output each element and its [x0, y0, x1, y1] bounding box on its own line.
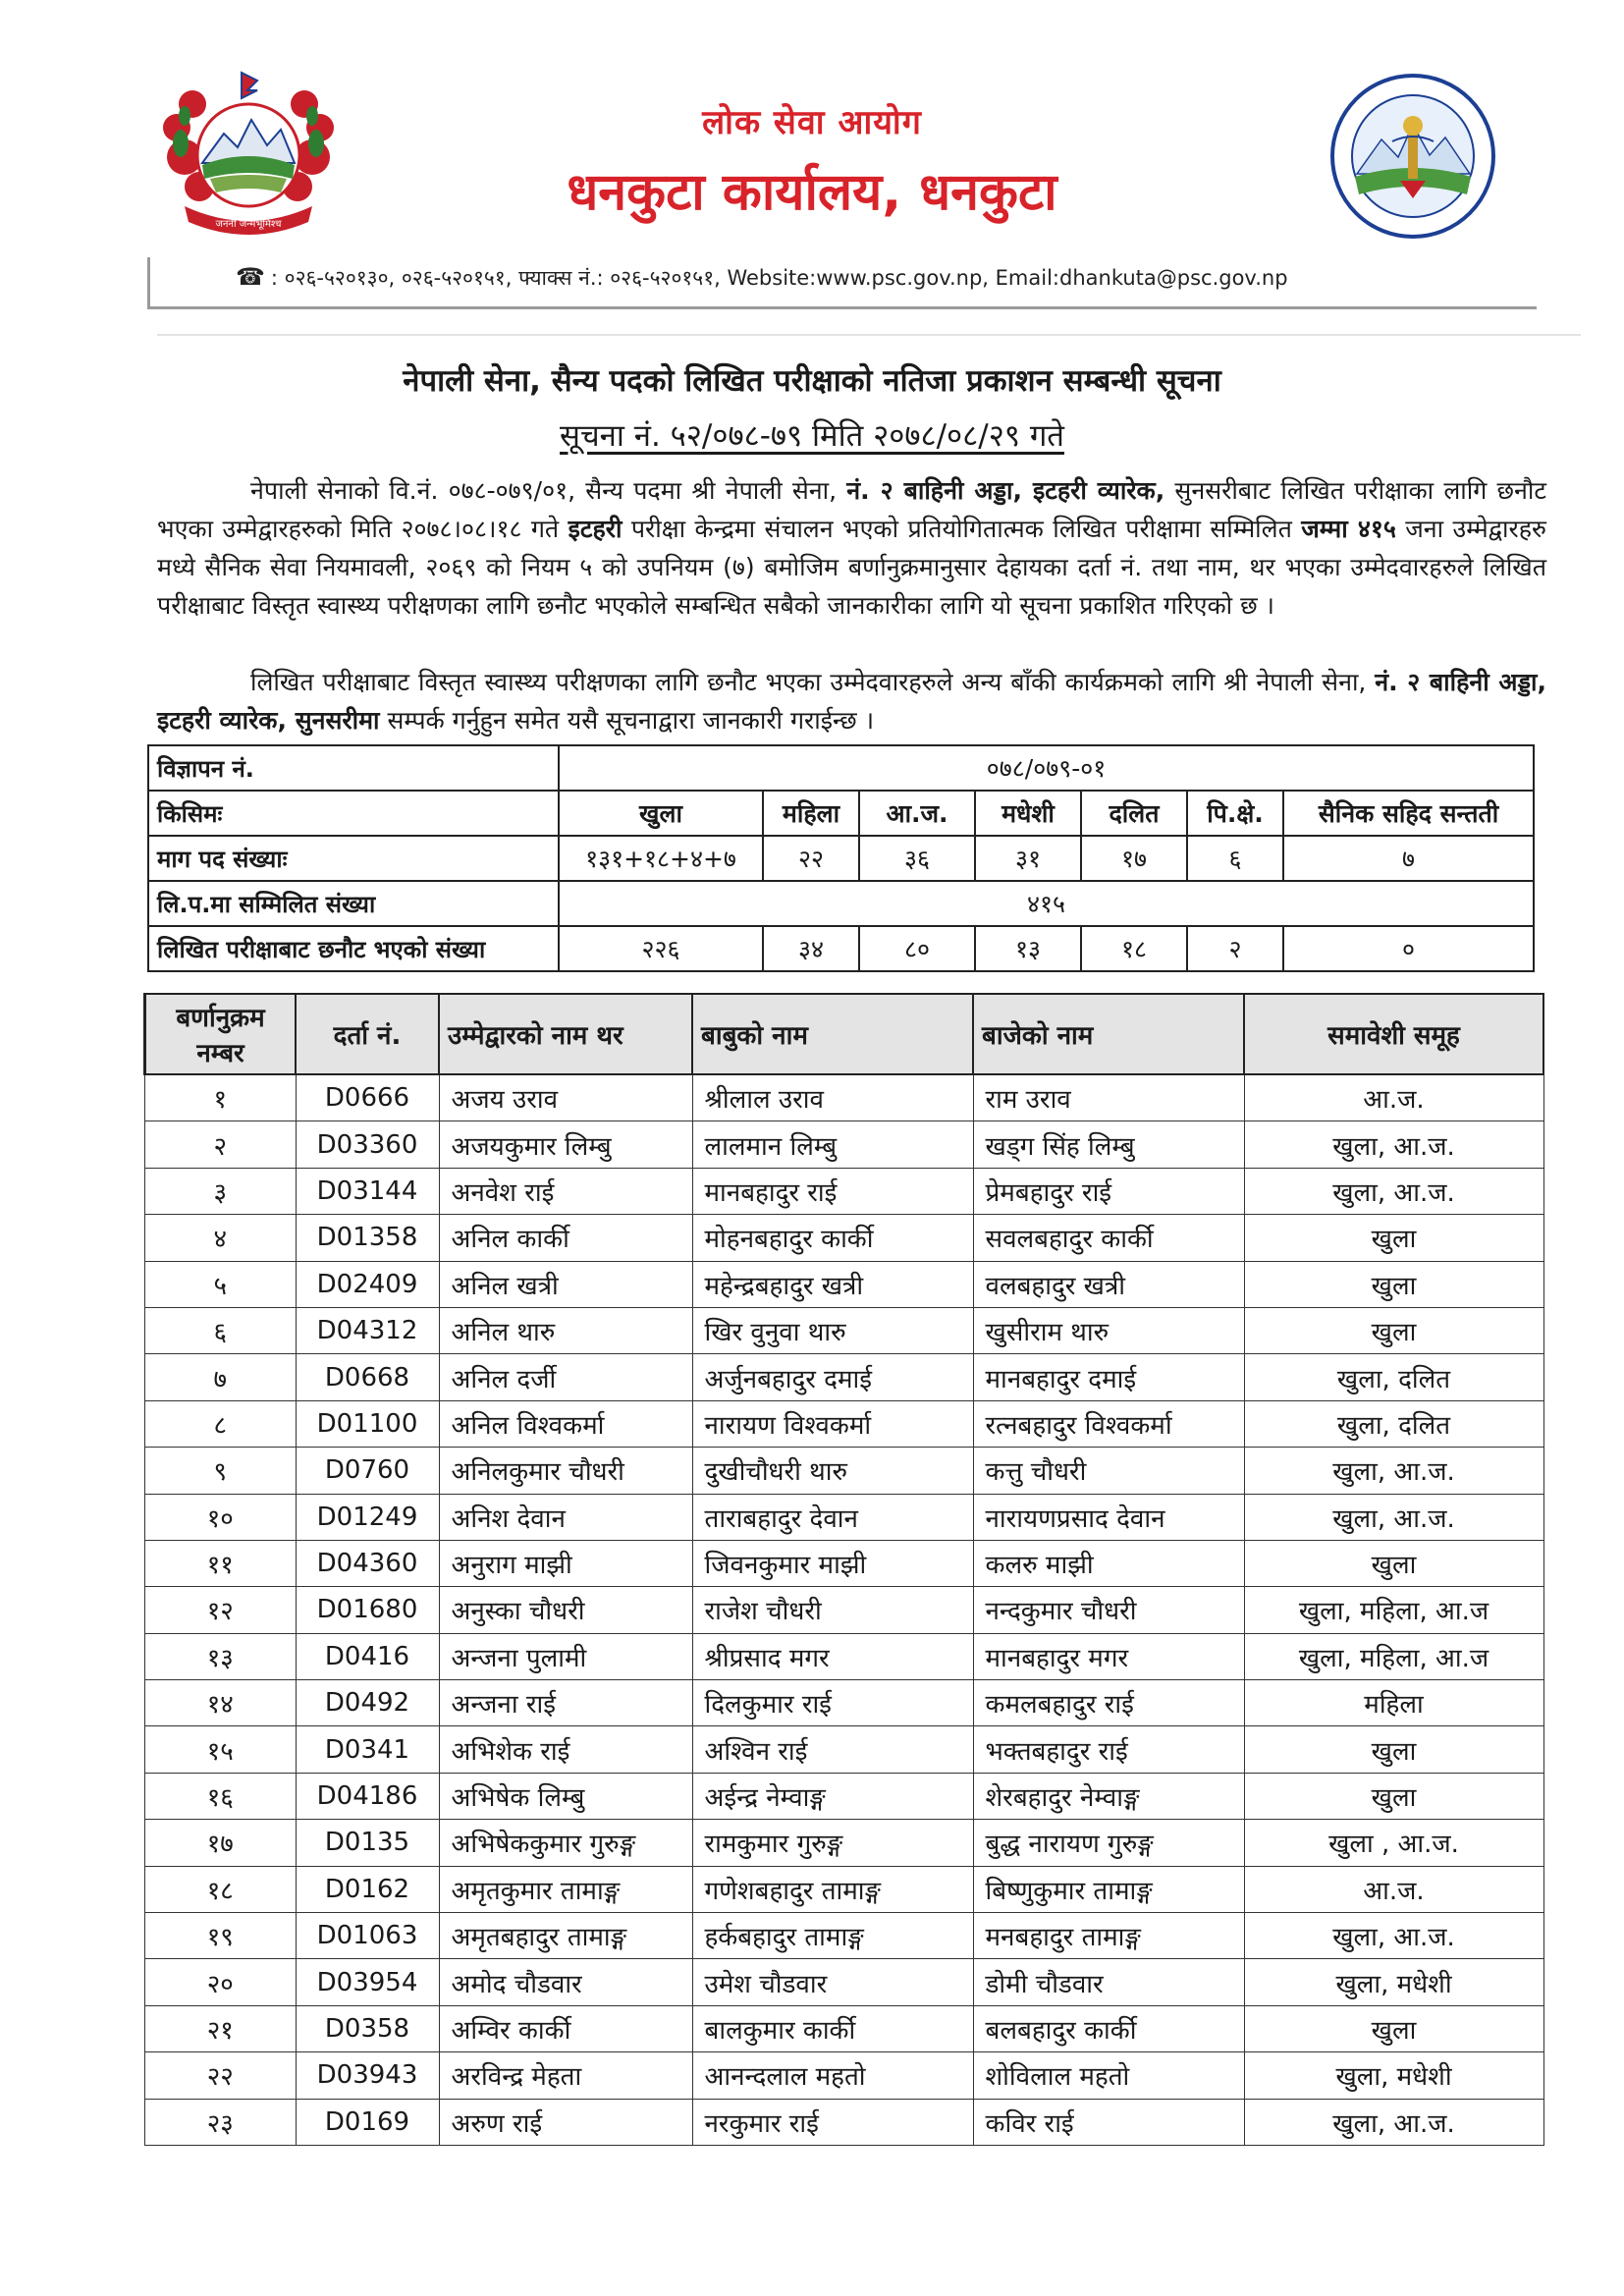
table-row: [145, 1773, 1544, 1819]
category-cell: आ.ज.: [859, 791, 975, 836]
grandfather-name: मनबहादुर तामाङ्ग: [973, 1913, 1244, 1959]
results-header-row: [145, 994, 1544, 1074]
grandfather-name: बुद्ध नारायण गुरुङ्ग: [973, 1820, 1244, 1866]
registration-number: D0135: [296, 1820, 439, 1866]
father-name: बालकुमार कार्की: [692, 2005, 973, 2051]
registration-number: D0169: [296, 2099, 439, 2145]
grandfather-name: नन्दकुमार चौधरी: [973, 1587, 1244, 1633]
registration-number: D0416: [296, 1633, 439, 1679]
candidate-name: अन्जना पुलामी: [439, 1633, 692, 1679]
selected-cell: ३४: [763, 926, 859, 971]
notice-paragraph-1: [157, 471, 1546, 625]
registration-number: D03360: [296, 1121, 439, 1168]
table-row: [145, 1633, 1544, 1679]
grandfather-name: राम उराव: [973, 1074, 1244, 1121]
category-cell: पि.क्षे.: [1187, 791, 1283, 836]
demand-cell: १७: [1081, 836, 1187, 881]
p2-text: सम्पर्क गर्नुहुन समेत यसै सूचनाद्वारा जानकारी गराईन्छ ।: [379, 706, 875, 735]
table-row: [145, 2099, 1544, 2145]
serial-number: ७: [145, 1354, 297, 1400]
table-row: [145, 1820, 1544, 1866]
table-row: [145, 1215, 1544, 1261]
serial-number: २१: [145, 2005, 297, 2051]
selected-cell: २२६: [559, 926, 763, 971]
father-name: महेन्द्रबहादुर खत्री: [692, 1261, 973, 1307]
demand-label: माग पद संख्याः: [148, 836, 559, 881]
candidate-name: अनुराग माझी: [439, 1540, 692, 1586]
table-row: [145, 1121, 1544, 1168]
grandfather-name: कलरु माझी: [973, 1540, 1244, 1586]
table-row: [145, 1448, 1544, 1494]
selected-label: लिखित परीक्षाबाट छनौट भएको संख्या: [148, 926, 559, 971]
table-row: [145, 1587, 1544, 1633]
father-name: अर्जुनबहादुर दमाई: [692, 1354, 973, 1400]
grandfather-name: कमलबहादुर राई: [973, 1680, 1244, 1726]
registration-number: D01249: [296, 1494, 439, 1540]
registration-number: D0666: [296, 1074, 439, 1121]
p2-text: लिखित परीक्षाबाट विस्तृत स्वास्थ्य परीक्षणका लागि छनौट भएका उम्मेदवारहरुले अन्य बाँकी कार्यक्रमको लागि श्री नेपाली सेना,: [250, 668, 1376, 696]
grandfather-name: बिष्णुकुमार तामाङ्ग: [973, 1866, 1244, 1912]
demand-cell: ३६: [859, 836, 975, 881]
grandfather-name: कत्तु चौधरी: [973, 1448, 1244, 1494]
candidate-name: अभिषेककुमार गुरुङ्ग: [439, 1820, 692, 1866]
table-row: [145, 1680, 1544, 1726]
table-row: [145, 1866, 1544, 1912]
serial-number: १४: [145, 1680, 297, 1726]
registration-number: D03144: [296, 1168, 439, 1214]
svg-text:जननी जन्मभूमिश्च: जननी जन्मभूमिश्च: [215, 219, 282, 230]
p1-emphasis-center: इटहरी: [568, 515, 623, 543]
registration-number: D01680: [296, 1587, 439, 1633]
demand-cell: ७: [1283, 836, 1534, 881]
candidate-name: अभिषेक लिम्बु: [439, 1773, 692, 1819]
inclusion-group: खुला, मधेशी: [1244, 2052, 1543, 2099]
serial-number: ६: [145, 1307, 297, 1353]
serial-number: १९: [145, 1913, 297, 1959]
father-name: मानबहादुर राई: [692, 1168, 973, 1214]
phone-icon: ☎: [236, 263, 265, 291]
candidate-name: अजयकुमार लिम्बु: [439, 1121, 692, 1168]
col-serial-header: बर्णानुक्रम नम्बर: [145, 994, 297, 1074]
candidate-name: अजय उराव: [439, 1074, 692, 1121]
table-row: [145, 2005, 1544, 2051]
inclusion-group: खुला, आ.ज.: [1244, 1448, 1543, 1494]
father-name: ताराबहादुर देवान: [692, 1494, 973, 1540]
father-name: नारायण विश्वकर्मा: [692, 1400, 973, 1447]
father-name: अईन्द्र नेम्वाङ्ग: [692, 1773, 973, 1819]
header-divider: [147, 306, 1537, 309]
inclusion-group: खुला: [1244, 1726, 1543, 1773]
serial-number: १८: [145, 1866, 297, 1912]
summary-row-ad: [148, 745, 1534, 791]
father-name: दिलकुमार राई: [692, 1680, 973, 1726]
organization-name: लोक सेवा आयोग: [702, 103, 922, 142]
candidate-name: अमृतबहादुर तामाङ्ग: [439, 1913, 692, 1959]
results-table: [143, 993, 1544, 2146]
table-row: [145, 1913, 1544, 1959]
contact-line: [236, 263, 1288, 292]
registration-number: D04312: [296, 1307, 439, 1353]
father-name: लालमान लिम्बु: [692, 1121, 973, 1168]
serial-number: २२: [145, 2052, 297, 2099]
p1-text: परीक्षा केन्द्रमा संचालन भएको प्रतियोगितात्मक लिखित परीक्षामा सम्मिलित: [622, 515, 1302, 543]
inclusion-group: खुला, मधेशी: [1244, 1959, 1543, 2005]
grandfather-name: कविर राई: [973, 2099, 1244, 2145]
candidate-name: अभिशेक राई: [439, 1726, 692, 1773]
psc-logo-icon: [1327, 71, 1499, 243]
notice-paragraph-2: [157, 663, 1546, 739]
ad-value: ०७८/०७९-०१: [559, 745, 1534, 791]
registration-number: D04360: [296, 1540, 439, 1586]
table-row: [145, 1307, 1544, 1353]
selected-cell: ८०: [859, 926, 975, 971]
registration-number: D0668: [296, 1354, 439, 1400]
header-divider-left: [147, 257, 150, 309]
col-father-header: बाबुको नाम: [692, 994, 973, 1074]
candidate-name: अम्विर कार्की: [439, 2005, 692, 2051]
demand-cell: २२: [763, 836, 859, 881]
serial-number: ११: [145, 1540, 297, 1586]
inclusion-group: महिला: [1244, 1680, 1543, 1726]
grandfather-name: शोविलाल महतो: [973, 2052, 1244, 2099]
appeared-value: ४१५: [559, 881, 1534, 926]
selected-cell: ०: [1283, 926, 1534, 971]
inclusion-group: खुला: [1244, 1215, 1543, 1261]
grandfather-name: डोमी चौडवार: [973, 1959, 1244, 2005]
candidate-name: अनिल कार्की: [439, 1215, 692, 1261]
table-row: [145, 1726, 1544, 1773]
serial-number: ९: [145, 1448, 297, 1494]
grandfather-name: शेरबहादुर नेम्वाङ्ग: [973, 1773, 1244, 1819]
father-name: मोहनबहादुर कार्की: [692, 1215, 973, 1261]
father-name: खिर वुनुवा थारु: [692, 1307, 973, 1353]
registration-number: D0358: [296, 2005, 439, 2051]
grandfather-name: खुसीराम थारु: [973, 1307, 1244, 1353]
category-cell: मधेशी: [975, 791, 1081, 836]
serial-number: १२: [145, 1587, 297, 1633]
father-name: आनन्दलाल महतो: [692, 2052, 973, 2099]
candidate-name: अमोद चौडवार: [439, 1959, 692, 2005]
inclusion-group: खुला: [1244, 1307, 1543, 1353]
candidate-name: अरुण राई: [439, 2099, 692, 2145]
serial-number: ५: [145, 1261, 297, 1307]
registration-number: D0162: [296, 1866, 439, 1912]
inclusion-group: खुला, दलित: [1244, 1354, 1543, 1400]
category-cell: दलित: [1081, 791, 1187, 836]
inclusion-group: खुला , आ.ज.: [1244, 1820, 1543, 1866]
registration-number: D03954: [296, 1959, 439, 2005]
p1-emphasis-unit: नं. २ बाहिनी अड्डा, इटहरी व्यारेक,: [846, 476, 1165, 505]
inclusion-group: खुला, महिला, आ.ज: [1244, 1633, 1543, 1679]
selected-cell: १३: [975, 926, 1081, 971]
registration-number: D01358: [296, 1215, 439, 1261]
p2-emphasis-unit: नं. २ बाहिनी अड्डा, इटहरी व्यारेक, सुनसरीमा: [157, 668, 1546, 735]
table-row: [145, 1494, 1544, 1540]
table-row: [145, 1959, 1544, 2005]
header-shadow-line: [157, 334, 1581, 336]
candidate-name: अनिश देवान: [439, 1494, 692, 1540]
inclusion-group: खुला: [1244, 1261, 1543, 1307]
results-body: [145, 1074, 1544, 2145]
grandfather-name: मानबहादुर दमाई: [973, 1354, 1244, 1400]
grandfather-name: रत्नबहादुर विश्वकर्मा: [973, 1400, 1244, 1447]
table-row: [145, 1261, 1544, 1307]
serial-number: ८: [145, 1400, 297, 1447]
table-row: [145, 2052, 1544, 2099]
grandfather-name: सवलबहादुर कार्की: [973, 1215, 1244, 1261]
summary-table: [147, 744, 1535, 972]
notice-title: नेपाली सेना, सैन्य पदको लिखित परीक्षाको नतिजा प्रकाशन सम्बन्धी सूचना: [403, 363, 1221, 399]
summary-row-appeared: [148, 881, 1534, 926]
registration-number: D01063: [296, 1913, 439, 1959]
grandfather-name: वलबहादुर खत्री: [973, 1261, 1244, 1307]
serial-number: २: [145, 1121, 297, 1168]
serial-number: १५: [145, 1726, 297, 1773]
father-name: राजेश चौधरी: [692, 1587, 973, 1633]
office-name: धनकुटा कार्यालय, धनकुटा: [567, 163, 1057, 222]
table-row: [145, 1540, 1544, 1586]
father-name: गणेशबहादुर तामाङ्ग: [692, 1866, 973, 1912]
col-grandfather-header: बाजेको नाम: [973, 994, 1244, 1074]
grandfather-name: बलबहादुर कार्की: [973, 2005, 1244, 2051]
inclusion-group: आ.ज.: [1244, 1074, 1543, 1121]
grandfather-name: खड्ग सिंह लिम्बु: [973, 1121, 1244, 1168]
serial-number: १६: [145, 1773, 297, 1819]
candidate-name: अनिलकुमार चौधरी: [439, 1448, 692, 1494]
p1-text: जना उम्मेद्वारहरु मध्ये सैनिक सेवा नियमावली, २०६९ को नियम ५ को उपनियम (७) बमोजिम बर्णानुक्रमानुसार देहायका दर्ता नं. तथा नाम, थर भएका उम्मेदवारहरुले लिखित परीक्षाबाट विस्तृत स्वास्थ्य परीक्षणका लागि छनौट भएकोले सम्बन्धित सबैको जानकारीका लागि यो सूचना प्रकाशित गरिएको छ ।: [157, 515, 1546, 620]
inclusion-group: खुला, आ.ज.: [1244, 1494, 1543, 1540]
father-name: श्रीप्रसाद मगर: [692, 1633, 973, 1679]
registration-number: D04186: [296, 1773, 439, 1819]
category-cell: खुला: [559, 791, 763, 836]
p1-text: नेपाली सेनाको वि.नं. ०७८-०७९/०१, सैन्य पदमा श्री नेपाली सेना,: [250, 476, 847, 505]
candidate-name: अमृतकुमार तामाङ्ग: [439, 1866, 692, 1912]
serial-number: १३: [145, 1633, 297, 1679]
candidate-name: अनिल थारु: [439, 1307, 692, 1353]
p1-text: सुनसरीबाट लिखित परीक्षाका लागि छनौट भएका उम्मेद्वारहरुको मिति २०७८।०८।१८ गते: [157, 476, 1546, 543]
table-row: [145, 1354, 1544, 1400]
serial-number: १०: [145, 1494, 297, 1540]
type-label: किसिमः: [148, 791, 559, 836]
contact-details: : ०२६-५२०१३०, ०२६-५२०१५१, फ्याक्स नं.: ०२६-५२०१५१, Website:www.psc.gov.np, Email:dhankuta@psc.gov.np: [270, 266, 1288, 290]
father-name: हर्कबहादुर तामाङ्ग: [692, 1913, 973, 1959]
registration-number: D02409: [296, 1261, 439, 1307]
candidate-name: अन्जना राई: [439, 1680, 692, 1726]
candidate-name: अनिल दर्जी: [439, 1354, 692, 1400]
grandfather-name: भक्तबहादुर राई: [973, 1726, 1244, 1773]
registration-number: D0760: [296, 1448, 439, 1494]
registration-number: D0341: [296, 1726, 439, 1773]
notice-number: सूचना नं. ५२/०७८-७९ मिति २०७८/०८/२९ गते: [560, 418, 1064, 454]
father-name: दुखीचौधरी थारु: [692, 1448, 973, 1494]
registration-number: D01100: [296, 1400, 439, 1447]
summary-row-demand: [148, 836, 1534, 881]
inclusion-group: खुला: [1244, 1773, 1543, 1819]
appeared-label: लि.प.मा सम्मिलित संख्या: [148, 881, 559, 926]
table-row: [145, 1400, 1544, 1447]
col-reg-header: दर्ता नं.: [296, 994, 439, 1074]
inclusion-group: खुला, दलित: [1244, 1400, 1543, 1447]
father-name: उमेश चौडवार: [692, 1959, 973, 2005]
serial-number: २३: [145, 2099, 297, 2145]
grandfather-name: नारायणप्रसाद देवान: [973, 1494, 1244, 1540]
serial-number: ४: [145, 1215, 297, 1261]
registration-number: D03943: [296, 2052, 439, 2099]
serial-number: २०: [145, 1959, 297, 2005]
ad-label: विज्ञापन नं.: [148, 745, 559, 791]
summary-row-categories: [148, 791, 1534, 836]
selected-cell: १८: [1081, 926, 1187, 971]
grandfather-name: प्रेमबहादुर राई: [973, 1168, 1244, 1214]
father-name: अश्विन राई: [692, 1726, 973, 1773]
father-name: नरकुमार राई: [692, 2099, 973, 2145]
father-name: श्रीलाल उराव: [692, 1074, 973, 1121]
selected-cell: २: [1187, 926, 1283, 971]
father-name: रामकुमार गुरुङ्ग: [692, 1820, 973, 1866]
father-name: जिवनकुमार माझी: [692, 1540, 973, 1586]
category-cell: महिला: [763, 791, 859, 836]
inclusion-group: खुला, महिला, आ.ज: [1244, 1587, 1543, 1633]
candidate-name: अनुस्का चौधरी: [439, 1587, 692, 1633]
candidate-name: अनवेश राई: [439, 1168, 692, 1214]
demand-cell: ३१: [975, 836, 1081, 881]
table-row: [145, 1074, 1544, 1121]
col-candidate-header: उम्मेद्वारको नाम थर: [439, 994, 692, 1074]
candidate-name: अरविन्द्र मेहता: [439, 2052, 692, 2099]
p1-emphasis-total: जम्मा ४१५: [1301, 515, 1396, 543]
table-row: [145, 1168, 1544, 1214]
inclusion-group: खुला: [1244, 1540, 1543, 1586]
serial-number: ३: [145, 1168, 297, 1214]
demand-cell: १३१+१८+४+७: [559, 836, 763, 881]
candidate-name: अनिल विश्वकर्मा: [439, 1400, 692, 1447]
inclusion-group: आ.ज.: [1244, 1866, 1543, 1912]
registration-number: D0492: [296, 1680, 439, 1726]
summary-row-selected: [148, 926, 1534, 971]
inclusion-group: खुला: [1244, 2005, 1543, 2051]
serial-number: १७: [145, 1820, 297, 1866]
inclusion-group: खुला, आ.ज.: [1244, 1913, 1543, 1959]
candidate-name: अनिल खत्री: [439, 1261, 692, 1307]
serial-number: १: [145, 1074, 297, 1121]
inclusion-group: खुला, आ.ज.: [1244, 1168, 1543, 1214]
inclusion-group: खुला, आ.ज.: [1244, 2099, 1543, 2145]
demand-cell: ६: [1187, 836, 1283, 881]
col-group-header: समावेशी समूह: [1244, 994, 1543, 1074]
inclusion-group: खुला, आ.ज.: [1244, 1121, 1543, 1168]
grandfather-name: मानबहादुर मगर: [973, 1633, 1244, 1679]
category-cell: सैनिक सहिद सन्तती: [1283, 791, 1534, 836]
